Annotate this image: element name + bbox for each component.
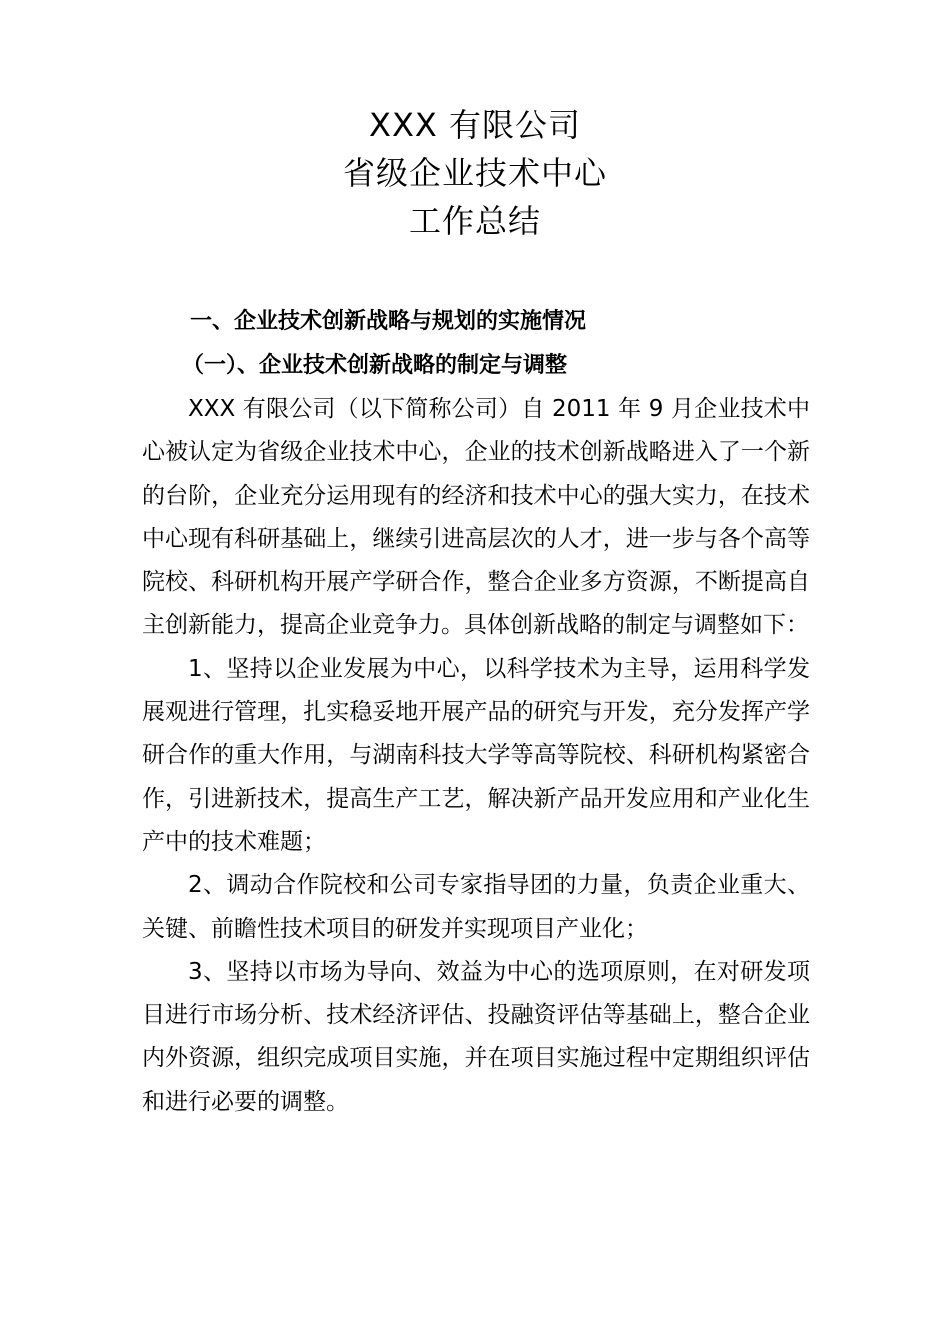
paragraph-item-3: 3、坚持以市场为导向、效益为中心的选项原则，在对研发项目进行市场分析、技术经济评估、投融资评估等基础上，整合企业内外资源，组织完成项目实施，并在项目实施过程中定期组织评估和进行必要的调整。	[142, 958, 810, 1115]
section-heading: 一、企业技术创新战略与规划的实施情况	[190, 309, 587, 334]
document-title	[0, 101, 950, 245]
subsection-heading: （一）、企业技术创新战略的制定与调整	[182, 353, 568, 378]
paragraph-item-1: 1、坚持以企业发展为中心，以科学技术为主导，运用科学发展观进行管理，扎实稳妥地开展产品的研究与开发，充分发挥产学研合作的重大作用，与湖南科技大学等高等院校、科研机构紧密合作，引进新技术，提高生产工艺，解决新产品开发应用和产业化生产中的技术难题；	[142, 655, 810, 855]
title-company: XXX 有限公司	[369, 106, 581, 144]
document-body	[142, 300, 810, 1124]
paragraph-item-2: 2、调动合作院校和公司专家指导团的力量，负责企业重大、关键、前瞻性技术项目的研发并实现项目产业化；	[142, 872, 810, 942]
paragraph-intro: XXX 有限公司（以下简称公司）自 2011 年 9 月企业技术中心被认定为省级企业技术中心，企业的技术创新战略进入了一个新的台阶，企业充分运用现有的经济和技术中心的强大实力，在技术中心现有科研基础上，继续引进高层次的人才，进一步与各个高等院校、科研机构开展产学研合作，整合企业多方资源，不断提高自主创新能力，提高企业竞争力。具体创新战略的制定与调整如下：	[142, 396, 810, 639]
title-summary: 工作总结	[408, 202, 541, 240]
title-center: 省级企业技术中心	[342, 154, 607, 192]
